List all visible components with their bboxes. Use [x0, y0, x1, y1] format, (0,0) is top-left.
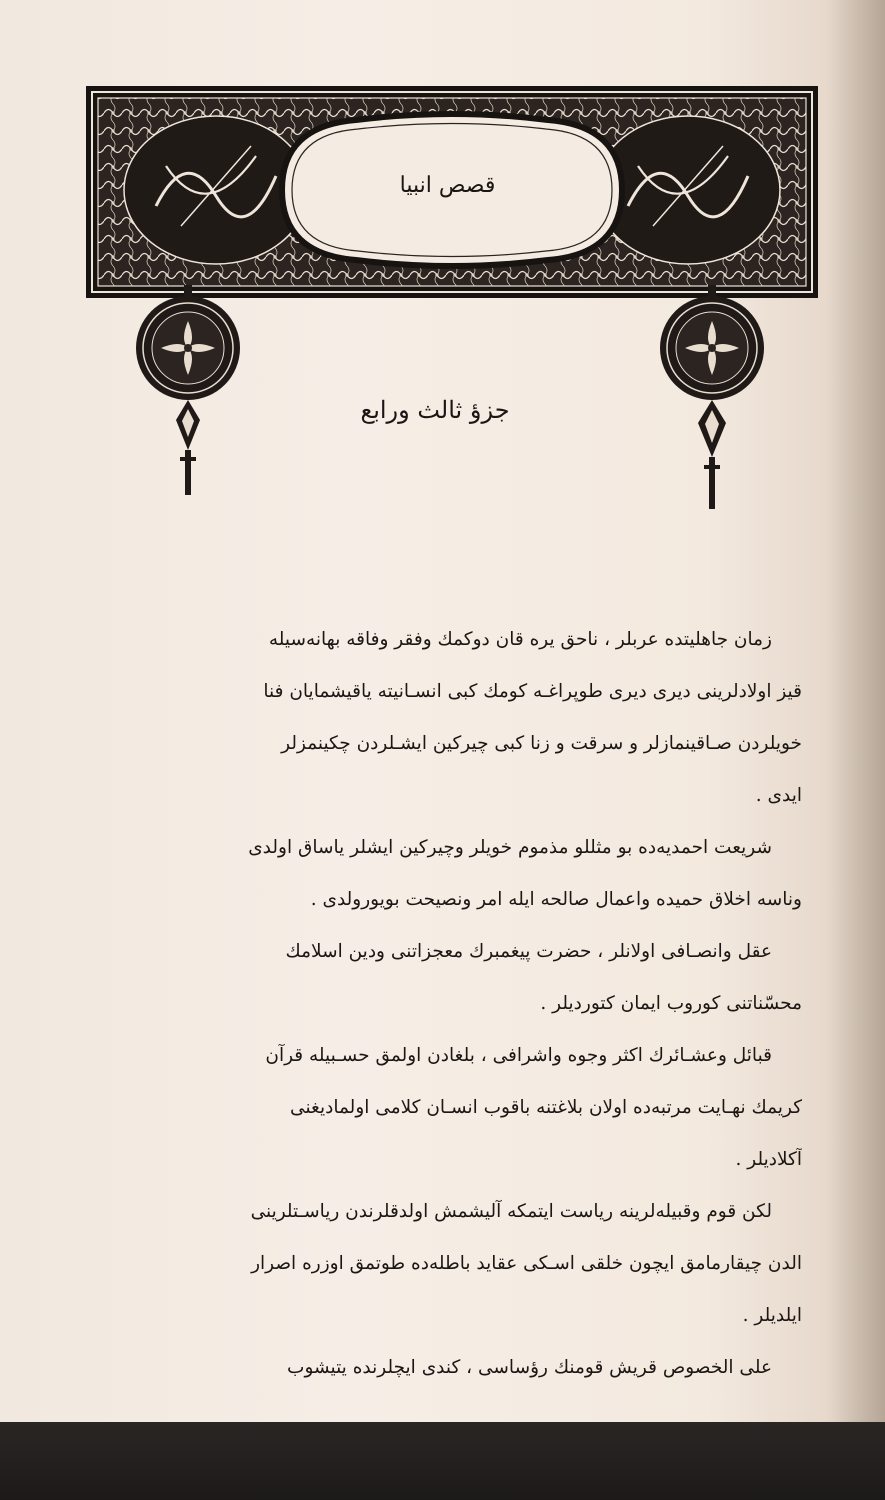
book-title: قصص انبيا	[399, 173, 496, 198]
text-line: قيز اولادلرينی ديری ديری طوپراغـه كومك كبی انسـانيته ياقيشمايان فنا	[263, 681, 802, 702]
volume-subtitle: جزؤ ثالث ورابع	[360, 396, 510, 424]
paragraph	[82, 1186, 802, 1342]
text-line: آكلاديلر .	[735, 1149, 802, 1170]
text-line: عقل وانصـافی اولانلر ، حضرت پيغمبرك معجزاتنی ودين اسلامك	[285, 941, 772, 962]
text-line: وناسه اخلاق حميده واعمال صالحه ايله امر ونصيحت بويورولدی .	[310, 889, 802, 910]
text-line: خويلردن صـاقينمازلر و سرقت و زنا كبی چيركين ايشـلردن چكينمزلر	[281, 733, 802, 754]
text-line: كريمك نهـايت مرتبه‌ده اولان بلاغتنه باقوب انسـان كلامی اولماديغنی	[290, 1097, 802, 1118]
page-edge-shadow	[825, 0, 885, 1422]
paragraph	[82, 1030, 802, 1186]
text-line: قبائل وعشـائرك اكثر وجوه واشرافی ، بلغادن اولمق حسـبيله قرآن	[265, 1045, 772, 1066]
text-line: زمان جاهليتده عربلر ، ناحق يره قان دوكمك وفقر وفاقه بهانه‌سيله	[268, 629, 772, 650]
scan-background-strip	[0, 1422, 885, 1500]
text-line: لكن قوم وقبيله‌لرينه رياست ايتمكه آليشمش اولدقلرندن رياسـتلرينی	[250, 1201, 772, 1222]
text-line: ايلديلر .	[742, 1305, 802, 1326]
text-line: شريعت احمديه‌ده بو مثللو مذموم خويلر وچيركين ايشلر ياساق اولدی	[248, 837, 772, 858]
right-medallion-ornament	[656, 285, 768, 515]
body-text	[82, 614, 802, 1394]
text-line: محسّناتنی كوروب ايمان كتورديلر .	[540, 993, 802, 1014]
paragraph	[82, 822, 802, 926]
paragraph	[82, 1342, 802, 1394]
text-line: الدن چيقارمامق ايچون خلقی اسـكی عقايد باطله‌ده طوتمق اوزره اصرار	[251, 1253, 802, 1274]
text-line: ايدی .	[755, 785, 802, 806]
paragraph	[82, 614, 802, 822]
paragraph	[82, 926, 802, 1030]
text-line: علی الخصوص قريش قومنك رؤساسی ، كندی ايچلرنده يتيشوب	[287, 1357, 772, 1378]
left-medallion-ornament	[132, 285, 244, 500]
